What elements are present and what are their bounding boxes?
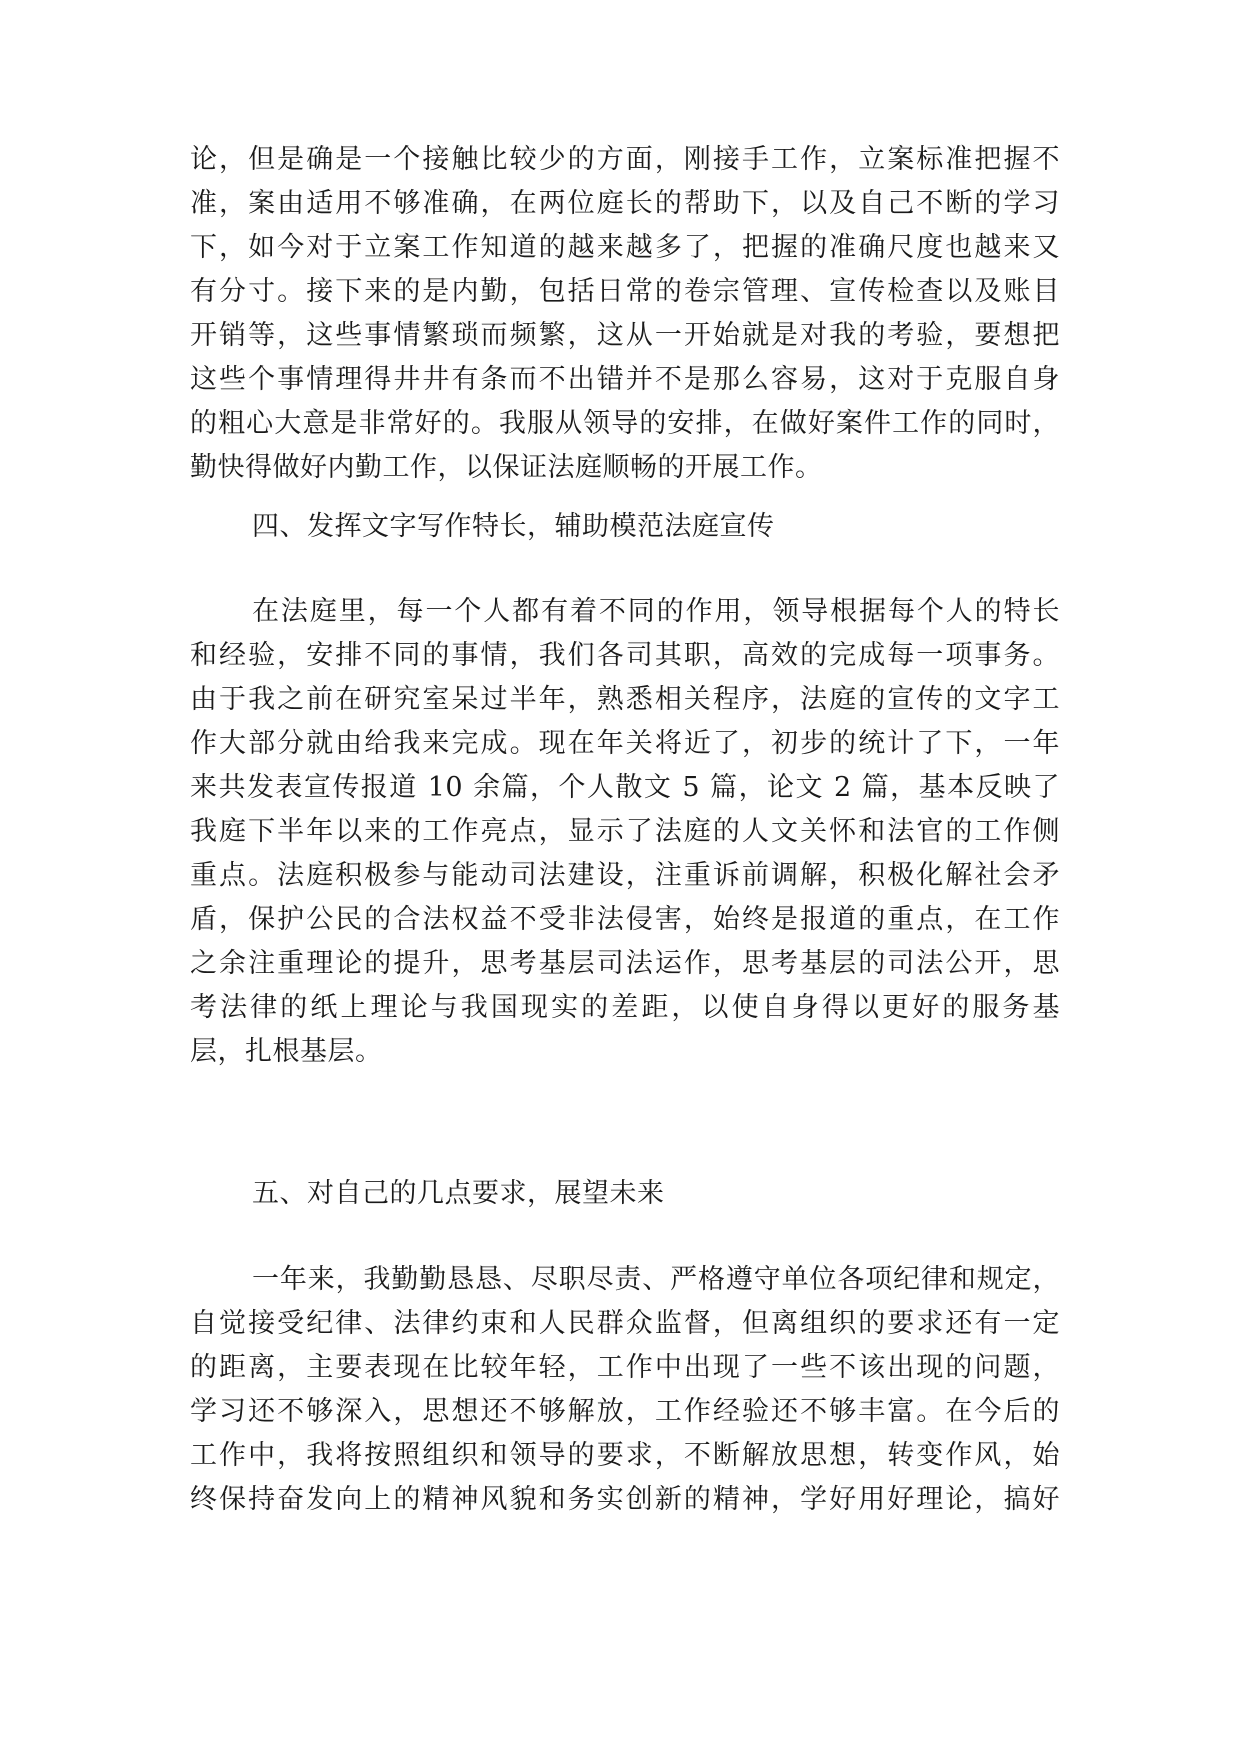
text-line: 层，扎根基层。 [190,1036,383,1067]
text-line: 和经验，安排不同的事情，我们各司其职，高效的完成每一项事务。 [190,640,1060,671]
text-line: 学习还不够深入，思想还不够解放，工作经验还不够丰富。在今后的 [190,1396,1060,1427]
text-line: 自觉接受纪律、法律约束和人民群众监督，但离组织的要求还有一定 [190,1308,1060,1339]
text-line: 勤快得做好内勤工作，以保证法庭顺畅的开展工作。 [190,452,823,483]
text-line: 工作中，我将按照组织和领导的要求，不断解放思想，转变作风，始 [190,1440,1060,1471]
section-5-heading-block [190,1172,1060,1216]
text-line: 下，如今对于立案工作知道的越来越多了，把握的准确尺度也越来又 [190,232,1060,263]
text-line: 来共发表宣传报道 10 余篇，个人散文 5 篇，论文 2 篇，基本反映了 [190,772,1060,803]
section-heading: 四、发挥文字写作特长，辅助模范法庭宣传 [252,511,775,542]
text-line: 作大部分就由给我来完成。现在年关将近了，初步的统计了下，一年 [190,728,1060,759]
text-line: 由于我之前在研究室呆过半年，熟悉相关程序，法庭的宣传的文字工 [190,684,1060,715]
text-line: 这些个事情理得井井有条而不出错并不是那么容易，这对于克服自身 [190,364,1060,395]
section-5-paragraph [190,1258,1060,1522]
text-line: 我庭下半年以来的工作亮点，显示了法庭的人文关怀和法官的工作侧 [190,816,1060,847]
text-line: 论，但是确是一个接触比较少的方面，刚接手工作，立案标准把握不 [190,144,1060,175]
text-line: 一年来，我勤勤恳恳、尽职尽责、严格遵守单位各项纪律和规定， [252,1264,1060,1295]
text-line: 终保持奋发向上的精神风貌和务实创新的精神，学好用好理论，搞好 [190,1484,1060,1515]
text-line: 在法庭里，每一个人都有着不同的作用，领导根据每个人的特长 [252,596,1060,627]
text-line: 准，案由适用不够准确，在两位庭长的帮助下，以及自己不断的学习 [190,188,1060,219]
text-line: 考法律的纸上理论与我国现实的差距，以使自身得以更好的服务基 [190,992,1060,1023]
paragraph-continued [190,138,1060,490]
text-line: 重点。法庭积极参与能动司法建设，注重诉前调解，积极化解社会矛 [190,860,1060,891]
text-line: 有分寸。接下来的是内勤，包括日常的卷宗管理、宣传检查以及账目 [190,276,1060,307]
section-heading: 五、对自己的几点要求，展望未来 [252,1178,665,1209]
text-line: 的粗心大意是非常好的。我服从领导的安排，在做好案件工作的同时， [190,408,1060,439]
section-4-heading-block [190,505,1060,549]
text-line: 盾，保护公民的合法权益不受非法侵害，始终是报道的重点，在工作 [190,904,1060,935]
text-line: 开销等，这些事情繁琐而频繁，这从一开始就是对我的考验，要想把 [190,320,1060,351]
text-line: 之余注重理论的提升，思考基层司法运作，思考基层的司法公开，思 [190,948,1060,979]
text-line: 的距离，主要表现在比较年轻，工作中出现了一些不该出现的问题， [190,1352,1060,1383]
section-4-paragraph [190,590,1060,1074]
